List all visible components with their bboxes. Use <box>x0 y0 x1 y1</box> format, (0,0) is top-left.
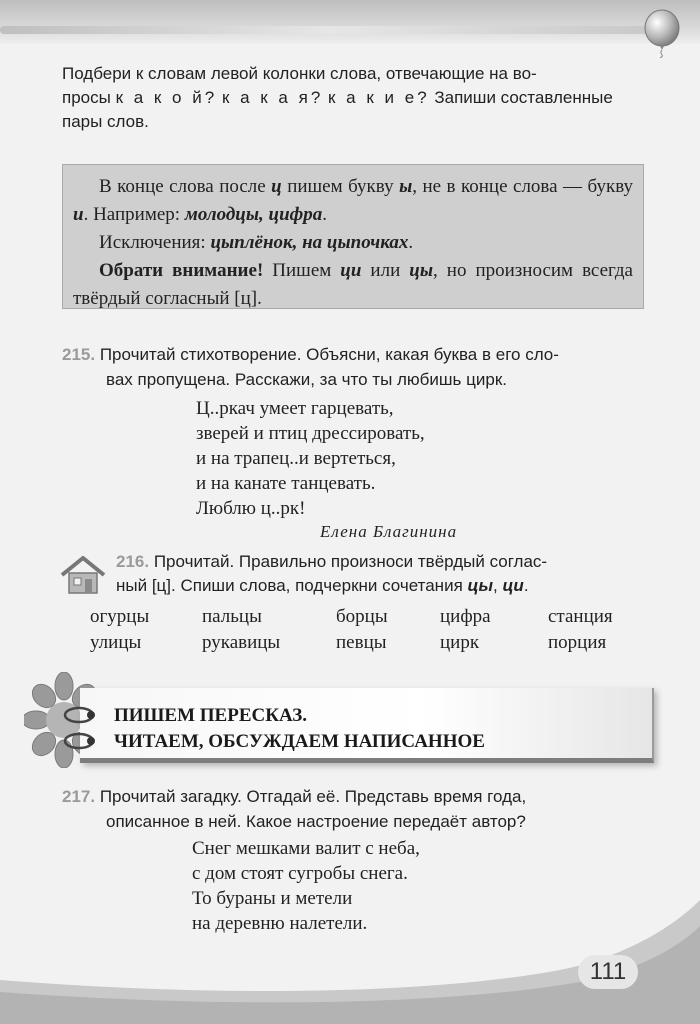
word: цирк <box>440 632 480 653</box>
poem-author: Елена Благинина <box>320 522 458 541</box>
rule-paragraph <box>73 229 633 257</box>
exercise-216 <box>116 550 646 598</box>
rule-text: пишем букву <box>281 176 400 197</box>
word: пальцы <box>202 606 262 627</box>
letter-ts: ц <box>271 176 282 197</box>
exercise-text: . <box>523 576 529 595</box>
question-word: к а к а я? <box>221 88 324 107</box>
exercise-number: 217. <box>62 787 96 806</box>
top-decorative-band <box>0 0 700 44</box>
rule-text: Пишем <box>263 260 341 281</box>
question-word: к а к о й? <box>115 88 218 107</box>
letters-tsi: ци <box>502 576 524 595</box>
exercise-215 <box>62 342 644 392</box>
rule-text: . Например: <box>83 204 185 225</box>
word-columns <box>90 604 640 656</box>
exercise-text: ный [ц]. Спиши слова, подчеркни сочетания <box>116 576 468 595</box>
word: улицы <box>90 632 142 653</box>
exercise-217 <box>62 784 644 834</box>
exercise-line <box>116 574 646 598</box>
intro-text: просы <box>62 88 116 107</box>
poem-line: Люблю ц..рк! <box>196 498 306 519</box>
letters-tsy: цы <box>409 260 434 281</box>
heading-line: ПИШЕМ ПЕРЕСКАЗ. <box>114 705 308 726</box>
word-row <box>90 630 640 656</box>
poem-line: Снег мешками валит с неба, <box>192 838 420 859</box>
poem-line: и на трапец..и вертеться, <box>196 448 396 469</box>
word: певцы <box>336 632 387 653</box>
poem-line: Ц..ркач умеет гарцевать, <box>196 398 394 419</box>
rule-text: В конце слова после <box>99 176 272 197</box>
rule-example: молодцы, цифра <box>184 204 323 225</box>
rule-text: , но произносим всегда твёрдый согласный [ц]. <box>73 260 633 309</box>
intro-line <box>62 86 652 110</box>
balloon-icon <box>638 8 682 58</box>
home-icon <box>60 555 106 595</box>
ring-icon <box>62 704 96 726</box>
word: станция <box>548 606 613 627</box>
letter-i: и <box>73 204 84 225</box>
poem-line: на деревню налетели. <box>192 913 368 934</box>
exercise-number: 215. <box>62 345 96 364</box>
attention-label: Обрати внимание! <box>99 260 264 281</box>
word-row <box>90 604 640 630</box>
rule-exceptions: цыплёнок, на цыпочках <box>210 232 409 253</box>
rule-text: . <box>322 204 328 225</box>
exercise-number: 216. <box>116 552 150 571</box>
intro-line: пары слов. <box>62 112 149 131</box>
letters-tsi: ци <box>340 260 362 281</box>
exercise-line: описанное в ней. Какое настроение передаёт автор? <box>106 812 526 831</box>
rule-paragraph <box>73 257 633 313</box>
rule-box <box>62 164 644 309</box>
exercise-text: Прочитай. Правильно произноси твёрдый соглас- <box>153 552 548 571</box>
exercise-line <box>62 784 644 809</box>
rule-text: , не в конце слова — букву <box>412 176 634 197</box>
word: борцы <box>336 606 388 627</box>
word: рукавицы <box>202 632 281 653</box>
exercise-line: вах пропущена. Расскажи, за что ты любишь цирк. <box>106 370 507 389</box>
word: порция <box>548 632 607 653</box>
word: огурцы <box>90 606 150 627</box>
intro-text: Запиши составленные <box>429 88 613 107</box>
exercise-text: , <box>493 576 503 595</box>
heading-line: ЧИТАЕМ, ОБСУЖДАЕМ НАПИСАННОЕ <box>114 731 485 752</box>
poem-line: и на канате танцевать. <box>196 473 376 494</box>
rule-text: или <box>361 260 410 281</box>
ring-icon <box>62 730 96 752</box>
poem-line: с дом стоят сугробы снега. <box>192 863 408 884</box>
question-word: к а к и е? <box>328 88 430 107</box>
exercise-text: Прочитай загадку. Отгадай её. Представь время года, <box>99 787 527 806</box>
exercise-line <box>116 550 646 574</box>
poem-215 <box>196 396 425 521</box>
poem-line: зверей и птиц дрессировать, <box>196 423 425 444</box>
page-number: 111 <box>578 955 638 989</box>
exercise-text: Прочитай стихотворение. Объясни, какая буква в его сло- <box>99 345 559 364</box>
intro-paragraph <box>62 62 652 134</box>
exercise-line <box>62 342 644 367</box>
rule-paragraph <box>73 173 633 229</box>
rule-text: Исключения: <box>99 232 211 253</box>
letters-tsy: цы <box>467 576 493 595</box>
word: цифра <box>440 606 491 627</box>
poem-line: То бураны и метели <box>192 888 353 909</box>
section-heading <box>114 703 485 755</box>
intro-line: Подбери к словам левой колонки слова, отвечающие на во- <box>62 64 537 83</box>
letter-y: ы <box>399 176 413 197</box>
rule-text: . <box>408 232 414 253</box>
